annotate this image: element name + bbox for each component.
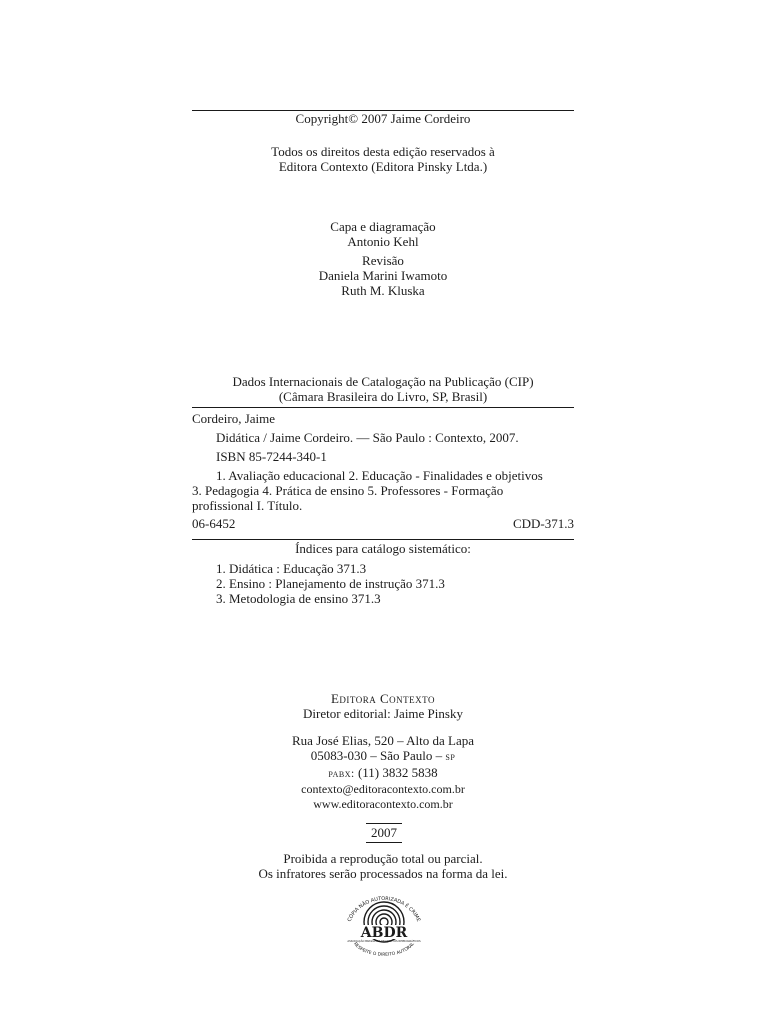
cip-subject-line: 3. Pedagogia 4. Prática de ensino 5. Professores - Formação	[192, 483, 504, 498]
publisher-name: Editora Contexto	[330, 691, 436, 706]
rights-line: Todos os direitos desta edição reservados à	[271, 144, 495, 159]
cip-number: 06-6452	[192, 516, 236, 531]
cip-subject-line: 1. Avaliação educacional 2. Educação - Finalidades e objetivos	[216, 468, 543, 483]
publisher-cep-city	[192, 748, 574, 765]
index-item: 2. Ensino : Planejamento de instrução 371.3	[216, 576, 445, 591]
publisher-director: Diretor editorial: Jaime Pinsky	[303, 706, 463, 721]
cip-subject-line: profissional I. Título.	[192, 498, 303, 513]
index-block	[192, 541, 574, 606]
badge-top-text: CÓPIA NÃO AUTORIZADA É CRIME	[346, 895, 422, 923]
badge-acronym: ABDR	[360, 925, 408, 941]
cip-header-line: (Câmara Brasileira do Livro, SP, Brasil)	[278, 389, 488, 404]
revision-name: Ruth M. Kluska	[341, 283, 425, 298]
copyright-line: Copyright© 2007 Jaime Cordeiro	[295, 111, 471, 126]
badge-mid-text: ASSOCIAÇÃO BRASILEIRA DE DIREITOS REPROGRÁFICOS	[347, 940, 421, 943]
cip-bottom-rule	[192, 539, 574, 540]
rights-line: Editora Contexto (Editora Pinsky Ltda.)	[278, 159, 488, 174]
cip-top-rule	[192, 407, 574, 408]
notice-line: Os infratores serão processados na forma da lei.	[258, 866, 508, 881]
publisher-phone	[192, 765, 574, 782]
index-title: Índices para catálogo sistemático:	[295, 541, 471, 556]
notice-line: Proibida a reprodução total ou parcial.	[283, 851, 483, 866]
phone-label: pabx:	[328, 768, 355, 780]
badge-bottom-text: RESPEITE O DIREITO AUTORAL	[352, 941, 416, 958]
cip-isbn: ISBN 85-7244-340-1	[216, 449, 327, 464]
credits-block	[192, 219, 574, 298]
publisher-block	[192, 691, 574, 812]
abdr-logo	[334, 892, 434, 960]
index-item: 3. Metodologia de ensino 371.3	[216, 591, 381, 606]
cover-credit-name: Antonio Kehl	[347, 234, 419, 249]
year: 2007	[371, 825, 397, 840]
svg-text:RESPEITE O DIREITO AUTORAL	[352, 941, 416, 958]
cip-number-row	[192, 516, 574, 531]
cip-header-line: Dados Internacionais de Catalogação na Publicação (CIP)	[232, 374, 534, 389]
rights-block	[192, 144, 574, 174]
phone-number: (11) 3832 5838	[357, 765, 438, 780]
cip-title-line: Didática / Jaime Cordeiro. — São Paulo : Contexto, 2007.	[216, 430, 519, 445]
publisher-email: contexto@editoracontexto.com.br	[301, 782, 465, 796]
year-rule-top	[366, 823, 402, 824]
publisher-address: Rua José Elias, 520 – Alto da Lapa	[292, 733, 474, 748]
cip-header	[192, 374, 574, 404]
cip-cdd: CDD-371.3	[512, 516, 574, 531]
revision-name: Daniela Marini Iwamoto	[318, 268, 448, 283]
index-item: 1. Didática : Educação 371.3	[216, 561, 367, 576]
cip-body	[192, 411, 574, 531]
abdr-logo-graphic	[334, 892, 434, 960]
legal-notice	[192, 851, 574, 881]
cover-credit-label: Capa e diagramação	[330, 219, 436, 234]
cip-author: Cordeiro, Jaime	[192, 411, 276, 426]
state-text: sp	[445, 751, 456, 763]
cep-city-text: 05083-030 – São Paulo –	[310, 748, 443, 763]
publisher-website: www.editoracontexto.com.br	[313, 797, 453, 811]
revision-label: Revisão	[362, 253, 404, 268]
year-rule-bottom	[366, 842, 402, 843]
